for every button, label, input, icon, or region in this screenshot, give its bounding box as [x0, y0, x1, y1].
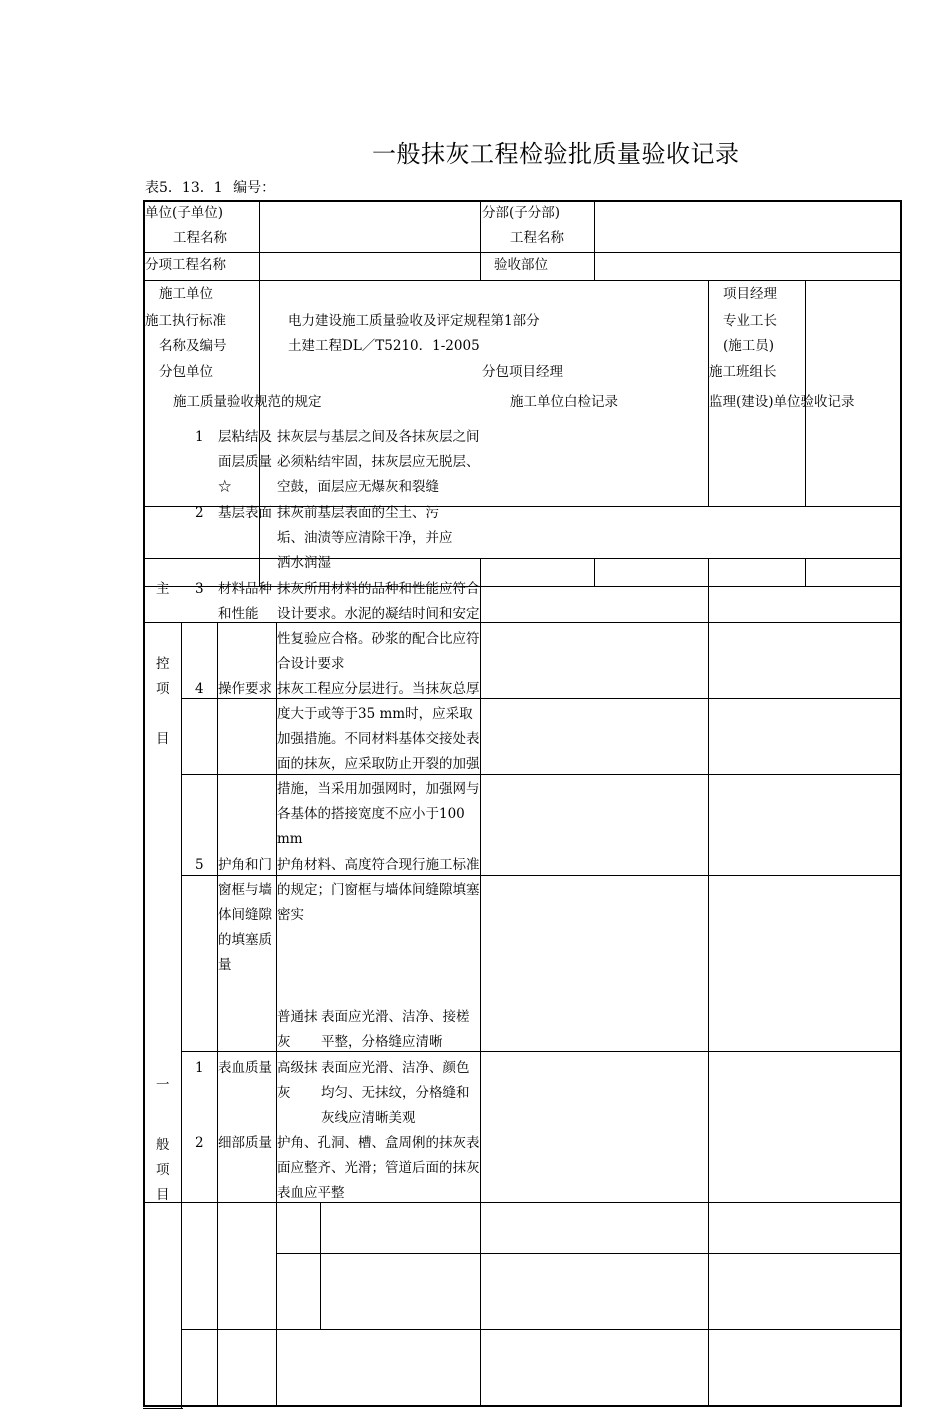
item-name: 基层表面	[218, 505, 272, 521]
grid-line	[143, 1202, 902, 1203]
unit-label-2: 工程名称	[173, 230, 227, 246]
item-name: 细部质量	[218, 1135, 272, 1151]
item-number: 1	[195, 429, 204, 445]
contractor-label: 施工单位	[159, 286, 213, 302]
subitem-type: 普通抹灰	[277, 1009, 318, 1050]
grid-line	[259, 200, 260, 280]
general-label: 目	[156, 1187, 170, 1203]
grid-line	[594, 558, 595, 586]
standard-value: 电力建设施工质量验收及评定规程第1部分	[288, 313, 540, 329]
page-title: 一般抹灰工程检验批质量验收记录	[372, 140, 740, 168]
item-name: 操作要求	[218, 681, 272, 697]
main-label: 主	[156, 581, 170, 597]
subitem-requirement: 表面应光滑、洁净、颜色均匀、无抹纹，分格缝和灰线应清晰美观	[321, 1060, 470, 1126]
grid-line	[480, 586, 481, 1406]
item-requirement: 抹灰前基层表面的尘土、污垢、油渍等应清除干净，并应洒水润湿	[277, 505, 453, 571]
subitem-type: 高级抹灰	[277, 1060, 318, 1101]
item-requirement: 护角、孔洞、槽、盒周俐的抹灰表面应整齐、光滑；管道后面的抹灰表血应平整	[277, 1135, 480, 1201]
supervisor-column-header: 监理(建设)单位验收记录	[709, 394, 855, 410]
grid-line	[143, 558, 902, 559]
general-label: 般	[156, 1137, 170, 1153]
grid-line	[708, 558, 709, 586]
item-number: 2	[195, 1135, 204, 1151]
team-leader-label: 施工班组长	[709, 364, 777, 380]
item-number: 5	[195, 857, 204, 873]
grid-line	[900, 200, 902, 1407]
item-number: 1	[195, 1060, 204, 1076]
general-label: 项	[156, 1162, 170, 1178]
foreman-label: 专业工长	[723, 313, 777, 329]
table-number: 表5．13．1	[145, 180, 223, 196]
grid-line	[320, 1202, 321, 1329]
item-number: 2	[195, 505, 204, 521]
subitem-label: 分项工程名称	[145, 257, 226, 273]
grid-line	[276, 1253, 902, 1254]
grid-line	[181, 622, 182, 1408]
self-check-column-header: 施工单位白检记录	[510, 394, 618, 410]
standard-label-2: 名称及编号	[159, 338, 227, 354]
item-name: 层粘结及面层质量☆	[218, 429, 272, 495]
project-manager-label: 项目经理	[723, 286, 777, 302]
main-label: 目	[156, 731, 170, 747]
grid-line	[480, 558, 481, 586]
subitem-requirement: 表面应光滑、洁净、接槎平整，分格缝应清晰	[321, 1009, 470, 1050]
grid-line	[143, 280, 902, 281]
item-number: 3	[195, 581, 204, 597]
acceptance-part-label: 验收部位	[494, 257, 548, 273]
main-label: 控	[156, 656, 170, 672]
standard-label: 施工执行标准	[145, 313, 226, 329]
item-requirement: 护角材料、高度符合现行施工标准的规定；门窗框与墙体间缝隙填塞密实	[277, 857, 480, 923]
standard-value-2: 土建工程DL／T5210．1-2005	[288, 338, 480, 354]
sub-pm-label: 分包项目经理	[482, 364, 563, 380]
spec-column-header: 施工质量验收规范的规定	[173, 394, 322, 410]
unit-label: 单位(子单位)	[145, 205, 224, 221]
grid-line	[594, 200, 595, 280]
item-name: 材料品种和性能	[218, 581, 272, 622]
grid-line	[143, 1405, 902, 1407]
grid-line	[143, 200, 145, 1407]
serial-label: 编号：	[233, 180, 276, 196]
acceptance-record-table	[143, 200, 902, 1207]
item-name: 表血质量	[218, 1060, 272, 1076]
foreman-label-2: (施工员)	[723, 338, 775, 354]
division-label-2: 工程名称	[510, 230, 564, 246]
grid-line	[480, 200, 481, 280]
grid-line	[708, 586, 709, 1406]
general-label: 一	[156, 1077, 170, 1093]
item-requirement: 抹灰所用材料的品种和性能应符合设计要求。水泥的凝结时间和安定性复验应合格。砂浆的配合比应符合设计要求	[277, 581, 480, 672]
table-number-line	[145, 177, 281, 197]
item-requirement: 抹灰工程应分层进行。当抹灰总厚度大于或等于35 mm时，应采取加强措施。不同材料基体交接处表面的抹灰，应采取防止开裂的加强措施，当采用加强网时，加强网与各基体的搭接宽度不应小于100 mm	[277, 681, 480, 847]
grid-line	[217, 622, 218, 1406]
grid-line	[805, 558, 806, 586]
main-label: 项	[156, 681, 170, 697]
item-requirement: 抹灰层与基层之间及各抹灰层之间必须粘结牢固，抹灰层应无脱层、空鼓，面层应无爆灰和裂缝	[277, 429, 480, 495]
subcontractor-label: 分包单位	[159, 364, 213, 380]
grid-line	[181, 1329, 902, 1330]
item-name: 护角和门窗框与墙体间缝隙的填塞质量	[218, 857, 272, 973]
item-number: 4	[195, 681, 204, 697]
division-label: 分部(子分部)	[482, 205, 561, 221]
